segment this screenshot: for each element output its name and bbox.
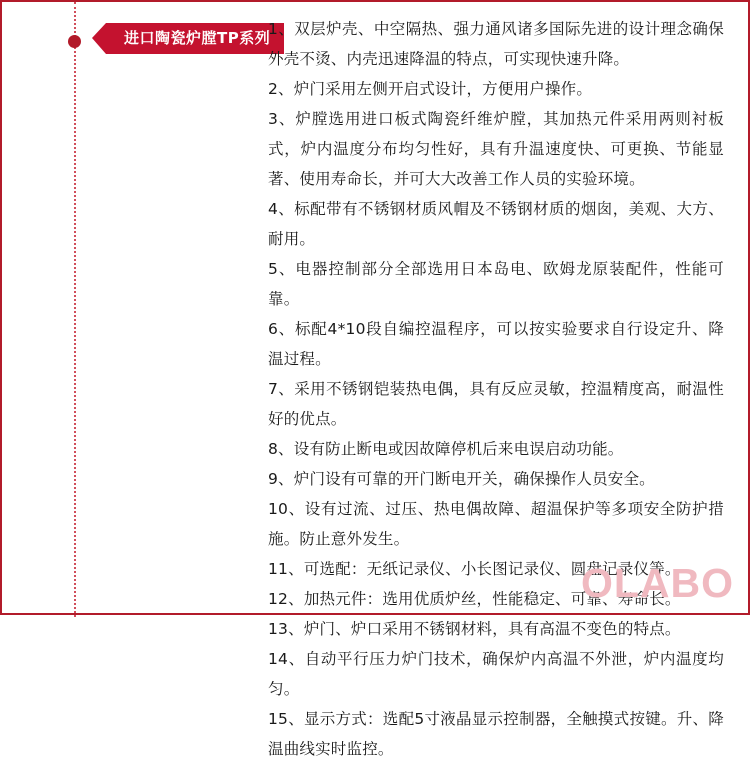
brand-watermark: OLABO (580, 560, 734, 606)
feature-item: 10、设有过流、过压、热电偶故障、超温保护等多项安全防护措施。防止意外发生。 (268, 500, 724, 548)
feature-item: 12、加热元件：选用优质炉丝，性能稳定、可靠、寿命长。 (268, 590, 681, 608)
feature-item: 4、标配带有不锈钢材质风帽及不锈钢材质的烟囱，美观、大方、耐用。 (268, 200, 724, 248)
feature-item: 3、炉膛选用进口板式陶瓷纤维炉膛，其加热元件采用两则衬板式，炉内温度分布均匀性好，具有升温速度快、可更换、节能显著、使用寿命长，并可大大改善工作人员的实验环境。 (268, 110, 724, 188)
feature-item: 6、标配4*10段自编控温程序，可以按实验要求自行设定升、降温过程。 (268, 320, 724, 368)
feature-item: 2、炉门采用左侧开启式设计，方便用户操作。 (268, 80, 593, 98)
feature-item: 5、电器控制部分全部选用日本岛电、欧姆龙原装配件，性能可靠。 (268, 260, 724, 308)
feature-item: 9、炉门设有可靠的开门断电开关，确保操作人员安全。 (268, 470, 655, 488)
feature-item: 1、双层炉壳、中空隔热、强力通风诸多国际先进的设计理念确保外壳不烫、内壳迅速降温的特点，可实现快速升降。 (268, 20, 724, 68)
feature-item: 11、可选配：无纸记录仪、小长图记录仪、圆盘记录仪等。 (268, 560, 681, 578)
series-ribbon-label: 进口陶瓷炉膛TP系列 (124, 29, 271, 47)
decorative-bullet-dot (68, 35, 81, 48)
feature-item: 7、采用不锈钢铠装热电偶，具有反应灵敏，控温精度高，耐温性好的优点。 (268, 380, 724, 428)
feature-item: 13、炉门、炉口采用不锈钢材料，具有高温不变色的特点。 (268, 620, 681, 638)
feature-item: 14、自动平行压力炉门技术，确保炉内高温不外泄，炉内温度均匀。 (268, 650, 724, 698)
feature-list (268, 14, 724, 764)
feature-item: 8、设有防止断电或因故障停机后来电误启动功能。 (268, 440, 624, 458)
feature-item: 15、显示方式：选配5寸液晶显示控制器，全触摸式按键。升、降温曲线实时监控。 (268, 710, 724, 758)
decorative-dotted-rail (74, 2, 78, 617)
series-ribbon-badge (106, 23, 284, 54)
